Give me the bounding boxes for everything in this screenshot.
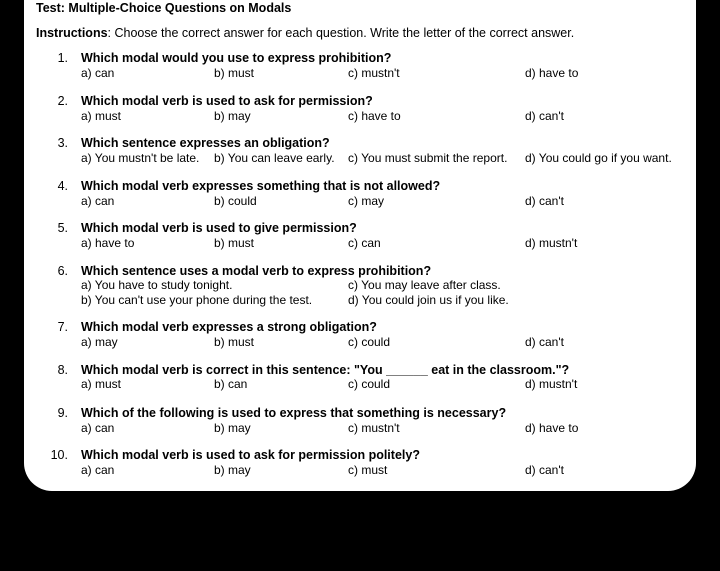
option-c: c) can	[348, 236, 381, 250]
question-text: Which of the following is used to express that something is necessary?	[81, 406, 507, 420]
option-a: a) You mustn't be late.	[81, 151, 200, 165]
question-text: Which modal verb expresses something that is not allowed?	[81, 179, 441, 193]
option-b: b) may	[214, 109, 251, 123]
question-number: 1.	[57, 51, 68, 65]
option-a: a) may	[81, 335, 118, 349]
question-number: 2.	[57, 94, 68, 108]
option-a: a) can	[81, 194, 115, 208]
question-text: Which modal verb expresses a strong obligation?	[81, 320, 377, 334]
option-b: b) must	[214, 236, 255, 250]
question-9	[24, 406, 696, 450]
option-d: d) can't	[525, 463, 564, 477]
question-1	[24, 51, 696, 95]
option-d: d) mustn't	[525, 377, 578, 391]
option-d: d) mustn't	[525, 236, 578, 250]
option-c: c) must	[348, 463, 388, 477]
question-text: Which modal verb is correct in this sentence: "You ______ eat in the classroom."?	[81, 363, 570, 377]
option-a: a) must	[81, 109, 122, 123]
question-number: 8.	[57, 363, 68, 377]
instructions-text: : Choose the correct answer for each question. Write the letter of the correct answer.	[107, 26, 575, 40]
option-b: b) must	[214, 66, 255, 80]
option-b: b) could	[214, 194, 257, 208]
question-8	[24, 363, 696, 407]
question-10	[24, 448, 696, 492]
worksheet	[24, 0, 696, 491]
option-d: d) You could join us if you like.	[348, 293, 509, 307]
question-text: Which sentence expresses an obligation?	[81, 136, 330, 150]
question-number: 6.	[57, 264, 68, 278]
option-b: b) must	[214, 335, 255, 349]
option-c: c) could	[348, 335, 391, 349]
option-a: a) can	[81, 66, 115, 80]
instructions-label: Instructions	[36, 26, 108, 40]
option-b: b) may	[214, 463, 251, 477]
option-c: c) mustn't	[348, 66, 400, 80]
test-title: Test: Multiple-Choice Questions on Modals	[36, 1, 292, 15]
option-b: b) You can leave early.	[214, 151, 335, 165]
option-c: c) mustn't	[348, 421, 400, 435]
option-b: b) can	[214, 377, 248, 391]
question-number: 9.	[57, 406, 68, 420]
question-4	[24, 179, 696, 223]
question-number: 7.	[57, 320, 68, 334]
question-5	[24, 221, 696, 265]
option-a: a) must	[81, 377, 122, 391]
option-b: b) You can't use your phone during the test.	[81, 293, 313, 307]
option-c: c) may	[348, 194, 384, 208]
option-c: c) have to	[348, 109, 401, 123]
question-3	[24, 136, 696, 180]
question-number: 4.	[57, 179, 68, 193]
option-c: c) You must submit the report.	[348, 151, 508, 165]
question-text: Which modal verb is used to ask for permission politely?	[81, 448, 420, 462]
option-d: d) You could go if you want.	[525, 151, 672, 165]
option-d: d) can't	[525, 109, 564, 123]
option-a: a) You have to study tonight.	[81, 278, 233, 292]
option-b: b) may	[214, 421, 251, 435]
question-number: 10.	[50, 448, 68, 462]
option-c: c) You may leave after class.	[348, 278, 501, 292]
option-d: d) can't	[525, 335, 564, 349]
question-7	[24, 320, 696, 364]
option-a: a) can	[81, 463, 115, 477]
option-a: a) have to	[81, 236, 135, 250]
question-2	[24, 94, 696, 138]
question-6	[24, 264, 696, 314]
question-number: 5.	[57, 221, 68, 235]
option-d: d) can't	[525, 194, 564, 208]
option-a: a) can	[81, 421, 115, 435]
question-text: Which sentence uses a modal verb to express prohibition?	[81, 264, 432, 278]
question-text: Which modal verb is used to give permission?	[81, 221, 357, 235]
option-d: d) have to	[525, 421, 579, 435]
option-d: d) have to	[525, 66, 579, 80]
question-number: 3.	[57, 136, 68, 150]
question-text: Which modal verb is used to ask for permission?	[81, 94, 373, 108]
instructions	[36, 26, 574, 40]
question-text: Which modal would you use to express prohibition?	[81, 51, 392, 65]
option-c: c) could	[348, 377, 391, 391]
